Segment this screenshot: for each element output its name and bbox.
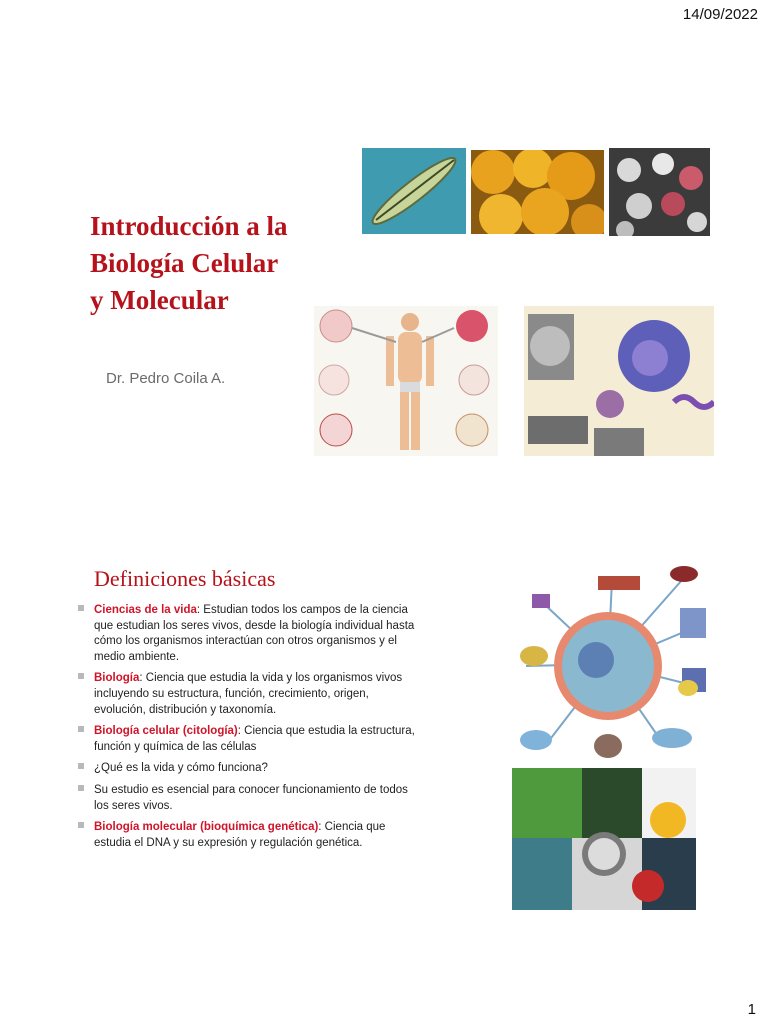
slide-title-line: y Molecular [90, 285, 229, 315]
term-label: Biología celular (citología) [94, 725, 238, 738]
yeast-cells-image [471, 150, 604, 234]
definition-text: : Ciencia que estudia la estructura, función y química de las células [94, 725, 415, 753]
cell-organelles-image [524, 306, 714, 456]
term-label: Ciencias de la vida [94, 604, 197, 616]
slide-title-line: Biología Celular [90, 248, 279, 278]
tissues-diagram-image [314, 306, 498, 456]
term-label: Biología [94, 672, 140, 685]
author-name: Dr. Pedro Coila A. [106, 370, 226, 387]
page-number: 1 [747, 1001, 756, 1018]
print-date: 14/09/2022 [682, 6, 758, 23]
cell-illustration-image [512, 556, 712, 764]
list-item [78, 603, 418, 665]
definition-text: : Ciencia que estudia la vida y los organismos vivos incluyendo su estructura, función, crecimiento, origen, evolución, distribución y taxonomía. [94, 672, 403, 716]
definition-text: Su estudio es esencial para conocer funcionamiento de todos los seres vivos. [94, 783, 408, 812]
definition-text: : Estudian todos los campos de la ciencia que estudian los seres vivos, desde la biología individual hasta cómo los organismos interactúan con otros organismos y el medio ambiente. [94, 604, 415, 663]
bullet-square-icon [78, 785, 84, 791]
section-title: Definiciones básicas [94, 566, 276, 591]
list-item [78, 671, 418, 718]
list-item [78, 724, 418, 755]
bullet-square-icon [78, 822, 84, 828]
bullet-square-icon [78, 673, 84, 679]
bullet-square-icon [78, 763, 84, 769]
definition-text: : Ciencia que estudia el DNA y su expresión y regulación genética. [94, 821, 386, 849]
bullet-square-icon [78, 726, 84, 732]
biology-collage-image [512, 768, 696, 910]
term-label: Biología molecular (bioquímica genética) [94, 821, 319, 834]
slide-title [90, 208, 360, 319]
bullet-square-icon [78, 605, 84, 611]
definition-text: ¿Qué es la vida y cómo funciona? [94, 762, 268, 775]
definitions-list [78, 603, 418, 857]
diatom-image [362, 148, 466, 234]
slide-title-line: Introducción a la [90, 211, 288, 241]
blood-cells-image [609, 148, 710, 236]
list-item [78, 820, 418, 851]
list-item [78, 783, 418, 814]
list-item [78, 761, 418, 777]
